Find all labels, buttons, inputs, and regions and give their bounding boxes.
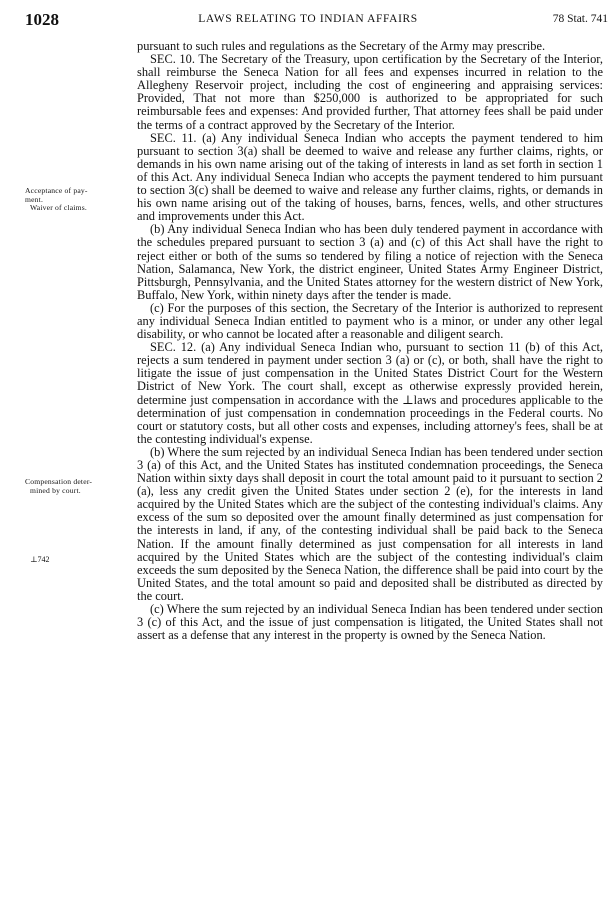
page-header xyxy=(0,10,616,30)
body-text xyxy=(137,40,603,642)
margin-note-acceptance-of-payment xyxy=(25,187,125,213)
page-number: 1028 xyxy=(25,10,59,29)
page-marker: ⊥742 xyxy=(30,555,50,564)
paragraph-sec-11a: SEC. 11. (a) Any individual Seneca Indian who accepts the payment tendered to him pursuant to section 3(a) shall be deemed to waive and release any further claims, rights, or demands in his own name arising out of the taking of interests in land as set forth in section 1 of this Act. Any individual Seneca Indian who accepts the payment tendered to him pursuant to section 3(c) shall be deemed to waive and release any further claims, rights, or demands in his own name arising out of the taking of houses, barns, fences, wells, and other structures and improvements under this Act. xyxy=(137,130,603,224)
margin-note-line: mined by court. xyxy=(30,485,81,495)
paragraph-sec-12a: SEC. 12. (a) Any individual Seneca Indian who, pursuant to section 11 (b) of this Act, rejects a sum tendered in payment under section 3 (a) or (c), or both, shall have the right to litigate the issue of just compensation in the United States District Court for the Western District of New York. The court shall, except as otherwise expressly provided herein, determine just compensation in accordance with the ⊥laws and procedures applicable to the determination of just compensation in condemnation proceedings in the Federal courts. No court or statutory costs, but all other costs and expenses, including attorney's fees, shall be at the contesting individual's expense. xyxy=(137,340,603,446)
statute-reference: 78 Stat. 741 xyxy=(552,13,608,25)
margin-note-waiver-of-claims: Waiver of claims. xyxy=(30,203,87,213)
paragraph-sec-12c: (c) Where the sum rejected by an individual Seneca Indian has been tendered under section 3 (c) of this Act, and the issue of just compensation is litigated, the United States shall not assert as a defense that any interest in the property is owned by the Seneca Nation. xyxy=(137,602,603,643)
margin-note-compensation-determined xyxy=(25,478,125,495)
paragraph-sec-10: SEC. 10. The Secretary of the Treasury, upon certification by the Secretary of the Interior, shall reimburse the Seneca Nation for all fees and expenses incurred in relation to the Allegheny Reservoir project, including the cost of engineering and appraising services: Provided, That not more than $250,000 is authorized to be appropriated for such reimbursable fees and expenses: And provided further, That attorney fees shall be paid under the terms of a contract approved by the Secretary of the Interior. xyxy=(137,52,603,132)
margin-note-line: Acceptance of pay- xyxy=(25,186,88,195)
paragraph-sec-11b: (b) Any individual Seneca Indian who has been duly tendered payment in accordance with the schedules prepared pursuant to section 3 (a) and (c) of this Act shall have the right to reject either or both of the sums so tendered by filing a notice of rejection with the Seneca Nation, Salamanca, New York, the district engineer, United States Army Engineer District, Pittsburgh, Pennsylvania, and the United States attorney for the western district of New York, Buffalo, New York, within ninety days after the tender is made. xyxy=(137,222,603,302)
margin-note-line: Compensation deter- xyxy=(25,477,93,486)
running-title: LAWS RELATING TO INDIAN AFFAIRS xyxy=(198,13,418,25)
paragraph-sec-12b: (b) Where the sum rejected by an individual Seneca Indian has been tendered under section 3 (a) of this Act, and the United States has instituted condemnation proceedings, the Seneca Nation within sixty days shall deposit in court the total amount paid to it pursuant to section 2 (a), less any credit given the United States under section 2 (e), for the interests in land acquired by the United States which are the subject of the contesting individual's claims. Any excess of the sum so deposited over the amount finally determined as just compensation for the interests in land, if any, of the contesting individual shall be paid back to the Seneca Nation. If the amount finally determined as just compensation for all interests in land acquired by the United States which are the subject of the contesting individual's claim exceeds the sum deposited by the Seneca Nation, the difference shall be paid into court by the United States, and the total amount so paid and deposited shall be distributed as directed by the court. xyxy=(137,444,603,603)
margin-note-line: ment. xyxy=(25,194,44,204)
paragraph-continuation: pursuant to such rules and regulations as the Secretary of the Army may prescribe. xyxy=(137,39,546,53)
paragraph-sec-11c: (c) For the purposes of this section, the Secretary of the Interior is authorized to represent any individual Seneca Indian entitled to payment who is a minor, or under any other legal disability, or who cannot be located after a reasonable and diligent search. xyxy=(137,300,603,342)
